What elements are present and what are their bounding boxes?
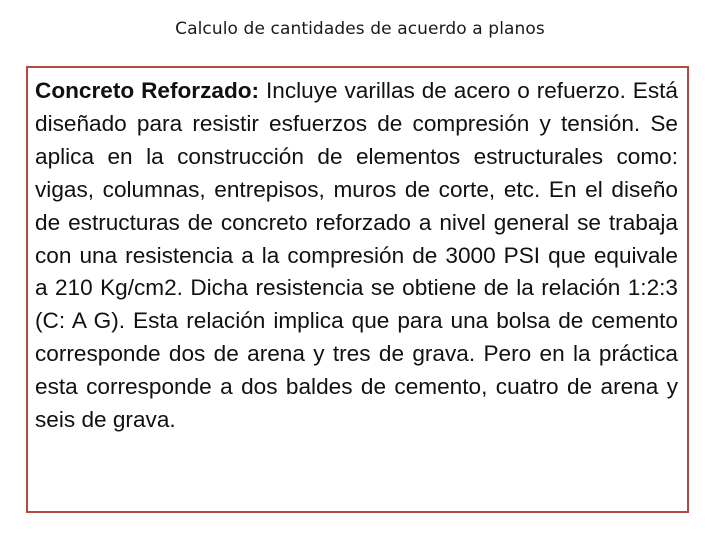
content-body: Incluye varillas de acero o refuerzo. Está diseñado para resistir esfuerzos de compresión y tensión. Se aplica en la construcción de elementos estructurales como: vigas, columnas, entrepisos, muros de corte, etc. En el diseño de estructuras de concreto reforzado a nivel general se trabaja con una resistencia a la compresión de 3000 PSI que equivale a 210 Kg/cm2. Dicha resistencia se obtiene de la relación 1:2:3 (C: A G). Esta relación implica que para una bolsa de cemento corresponde dos de arena y tres de grava. Pero en la práctica esta corresponde a dos baldes de cemento, cuatro de arena y seis de grava. — [35, 78, 678, 433]
term-heading: Concreto Reforzado: — [35, 78, 260, 103]
slide-title: Calculo de cantidades de acuerdo a planos — [175, 19, 545, 39]
content-box — [26, 66, 689, 513]
content-paragraph — [35, 75, 678, 437]
